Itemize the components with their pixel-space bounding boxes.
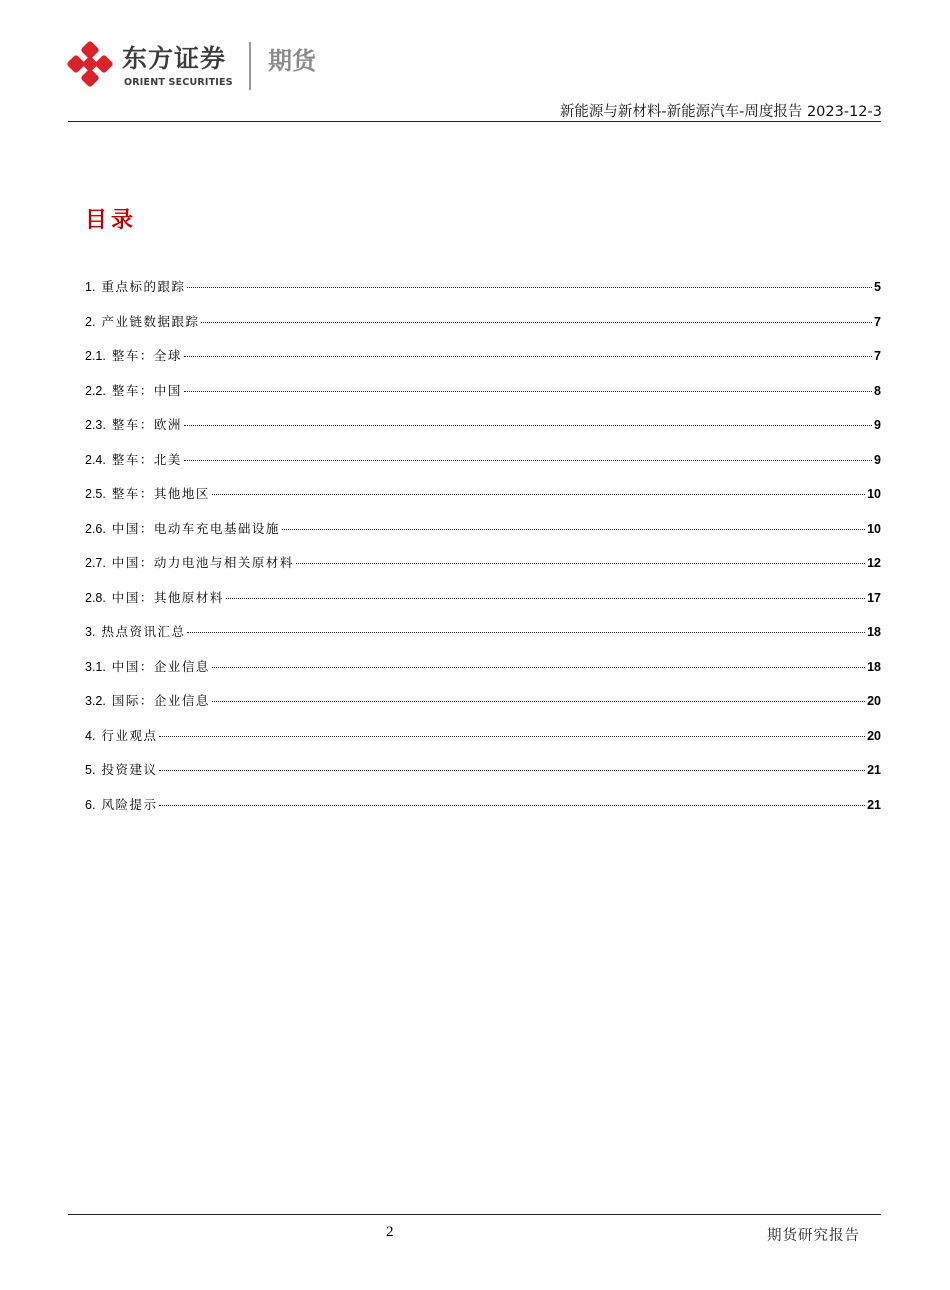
footer-rule: [68, 1214, 881, 1215]
toc-entry-number: 2.6.: [85, 521, 106, 536]
page-number: 2: [386, 1224, 394, 1240]
toc-dot-leader: [184, 391, 872, 392]
toc-entry[interactable]: [85, 381, 881, 416]
toc-entry-page: 9: [874, 418, 881, 432]
toc-entry[interactable]: [85, 312, 881, 347]
toc-dot-leader: [184, 425, 872, 426]
toc-entry[interactable]: [85, 588, 881, 623]
toc-entry-title: 整车：其他地区: [111, 486, 210, 501]
brand-name-cn: 东方证券: [122, 44, 227, 73]
toc-entry-number: 2.7.: [85, 556, 106, 570]
toc-dot-leader: [159, 736, 865, 737]
toc-entry-number: 3.: [85, 625, 96, 639]
toc-entry-title: 整车：北美: [111, 451, 182, 467]
toc-entry-number: 2.2.: [85, 383, 106, 398]
toc-entry-number: 3.2.: [85, 694, 106, 708]
toc-dot-leader: [212, 667, 865, 668]
toc-entry[interactable]: [85, 622, 881, 657]
toc-entry-number: 2.1.: [85, 349, 106, 363]
toc-entry-title: 重点标的跟踪: [101, 279, 186, 294]
toc-entry[interactable]: [85, 795, 881, 830]
toc-entry-title: 中国：电动车充电基础设施: [111, 520, 280, 536]
toc-heading: 目录: [85, 208, 138, 233]
toc-dot-leader: [212, 701, 865, 702]
toc-entry[interactable]: [85, 346, 881, 381]
toc-entry-title: 投资建议: [101, 762, 158, 777]
toc-entry-page: 12: [867, 556, 881, 570]
toc-dot-leader: [159, 770, 865, 771]
toc-entry-page: 7: [874, 349, 881, 363]
toc-entry-number: 2.8.: [85, 590, 106, 605]
toc-entry[interactable]: [85, 519, 881, 554]
toc-dot-leader: [187, 632, 865, 633]
toc-entry-number: 2.4.: [85, 452, 106, 467]
toc-dot-leader: [201, 322, 872, 323]
brand-subtitle: 期货: [268, 47, 316, 75]
toc-entry-number: 6.: [85, 797, 96, 812]
toc-entry-title: 产业链数据跟踪: [101, 313, 200, 329]
toc-dot-leader: [184, 460, 872, 461]
toc-entry-title: 整车：全球: [111, 348, 182, 363]
toc-entry-number: 3.1.: [85, 659, 106, 674]
toc-entry-number: 2.3.: [85, 418, 106, 432]
toc-entry-page: 5: [874, 280, 881, 294]
toc-list: [85, 277, 881, 829]
toc-entry-page: 8: [874, 383, 881, 398]
toc-entry-page: 18: [867, 625, 881, 639]
toc-entry-number: 5.: [85, 763, 96, 777]
brand-name-en: ORIENT SECURITIES: [124, 77, 233, 88]
footer-label: 期货研究报告: [767, 1228, 860, 1244]
toc-entry-number: 2.: [85, 314, 96, 329]
toc-entry-title: 热点资讯汇总: [101, 624, 186, 639]
toc-entry-number: 1.: [85, 280, 96, 294]
toc-entry-page: 20: [867, 728, 881, 743]
toc-entry[interactable]: [85, 450, 881, 485]
toc-entry-title: 风险提示: [101, 796, 158, 812]
toc-entry-title: 整车：中国: [111, 382, 182, 398]
toc-dot-leader: [226, 598, 865, 599]
toc-entry[interactable]: [85, 277, 881, 312]
brand-divider: [249, 42, 251, 90]
toc-dot-leader: [187, 287, 872, 288]
toc-entry[interactable]: [85, 484, 881, 519]
toc-entry-page: 21: [867, 763, 881, 777]
toc-entry-page: 17: [867, 590, 881, 605]
toc-dot-leader: [159, 805, 865, 806]
toc-entry-page: 18: [867, 659, 881, 674]
header-rule: [68, 121, 881, 122]
report-title: 新能源与新材料-新能源汽车-周度报告 2023-12-3: [559, 104, 882, 120]
toc-entry[interactable]: [85, 415, 881, 450]
toc-entry-title: 国际：企业信息: [111, 693, 210, 708]
orient-securities-logo: [67, 41, 113, 87]
toc-entry-page: 10: [867, 521, 881, 536]
toc-dot-leader: [296, 563, 865, 564]
toc-entry-title: 中国：其他原材料: [111, 589, 224, 605]
toc-entry[interactable]: [85, 726, 881, 761]
toc-entry-title: 中国：企业信息: [111, 658, 210, 674]
toc-entry-page: 10: [867, 487, 881, 501]
toc-entry[interactable]: [85, 691, 881, 726]
toc-entry-title: 中国：动力电池与相关原材料: [111, 555, 294, 570]
toc-dot-leader: [212, 494, 865, 495]
toc-entry[interactable]: [85, 553, 881, 588]
toc-entry-title: 整车：欧洲: [111, 417, 182, 432]
toc-entry-number: 2.5.: [85, 487, 106, 501]
toc-entry-page: 20: [867, 694, 881, 708]
toc-entry-number: 4.: [85, 728, 96, 743]
toc-entry-title: 行业观点: [101, 727, 158, 743]
toc-entry[interactable]: [85, 760, 881, 795]
toc-entry[interactable]: [85, 657, 881, 692]
toc-entry-page: 9: [874, 452, 881, 467]
toc-entry-page: 21: [867, 797, 881, 812]
toc-dot-leader: [282, 529, 865, 530]
toc-entry-page: 7: [874, 314, 881, 329]
toc-dot-leader: [184, 356, 872, 357]
